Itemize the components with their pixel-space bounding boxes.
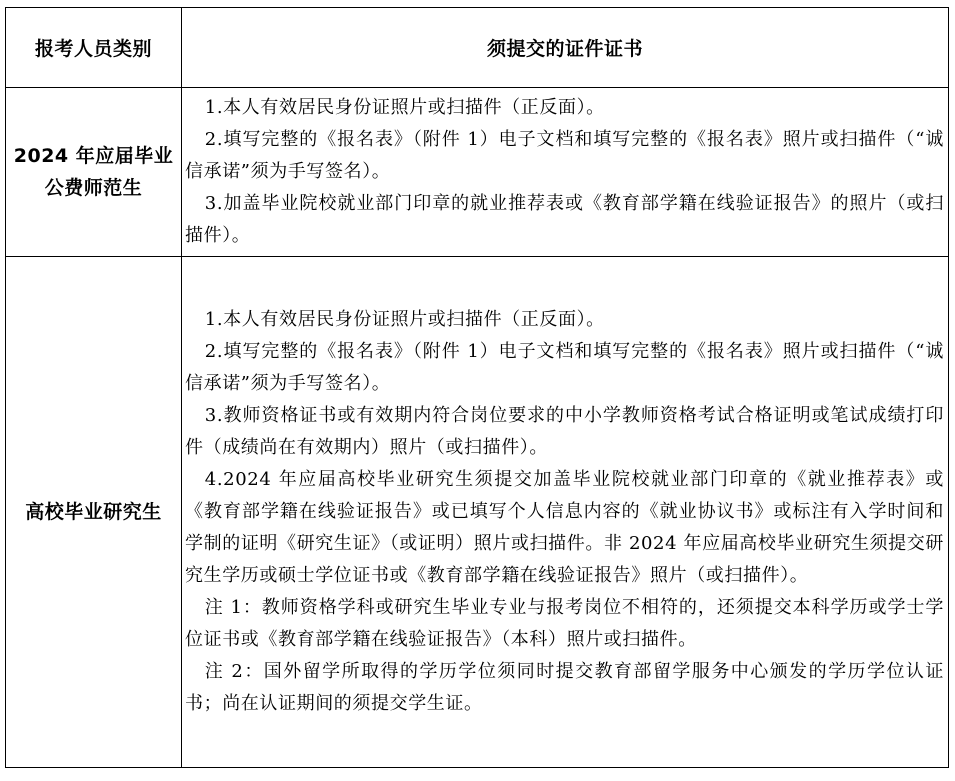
note-item: 注 1：教师资格学科或研究生毕业专业与报考岗位不相符的，还须提交本科学历或学士学位证书或《教育部学籍在线验证报告》（本科）照片或扫描件。 (185, 597, 944, 650)
document-item: 1.本人有效居民身份证照片或扫描件（正反面）。 (204, 97, 605, 118)
documents-cell (182, 257, 949, 768)
document-item: 1.本人有效居民身份证照片或扫描件（正反面）。 (204, 309, 605, 330)
document-item: 2.填写完整的《报名表》（附件 1）电子文档和填写完整的《报名表》照片或扫描件（“诚信承诺”须为手写签名）。 (185, 341, 944, 394)
note-item: 注 2：国外留学所取得的学历学位须同时提交教育部留学服务中心颁发的学历学位认证书；尚在认证期间的须提交学生证。 (185, 661, 944, 714)
header-documents: 须提交的证件证书 (182, 8, 949, 88)
category-cell (6, 257, 182, 768)
document-item: 2.填写完整的《报名表》（附件 1）电子文档和填写完整的《报名表》照片或扫描件（“诚信承诺”须为手写签名）。 (185, 129, 944, 182)
category-line: 高校毕业研究生 (25, 501, 162, 523)
table-header-row (6, 8, 949, 88)
document-item: 3.教师资格证书或有效期内符合岗位要求的中小学教师资格考试合格证明或笔试成绩打印件（成绩尚在有效期内）照片（或扫描件）。 (185, 405, 944, 458)
category-line: 2024 年应届毕业 (13, 145, 174, 167)
document-item: 4.2024 年应届高校毕业研究生须提交加盖毕业院校就业部门印章的《就业推荐表》或《教育部学籍在线验证报告》或已填写个人信息内容的《就业协议书》或标注有入学时间和学制的证明《研究生证》（或证明）照片或扫描件。非 2024 年应届高校毕业研究生须提交研究生学历或硕士学位证书或《教育部学籍在线验证报告》照片（或扫描件）。 (185, 469, 944, 586)
header-category: 报考人员类别 (6, 8, 182, 88)
document-item: 3.加盖毕业院校就业部门印章的就业推荐表或《教育部学籍在线验证报告》的照片（或扫描件）。 (185, 193, 944, 246)
category-line: 公费师范生 (44, 177, 143, 199)
category-cell (6, 88, 182, 257)
table-row (6, 88, 949, 257)
documents-cell (182, 88, 949, 257)
requirements-table (5, 7, 949, 768)
table-row (6, 257, 949, 768)
